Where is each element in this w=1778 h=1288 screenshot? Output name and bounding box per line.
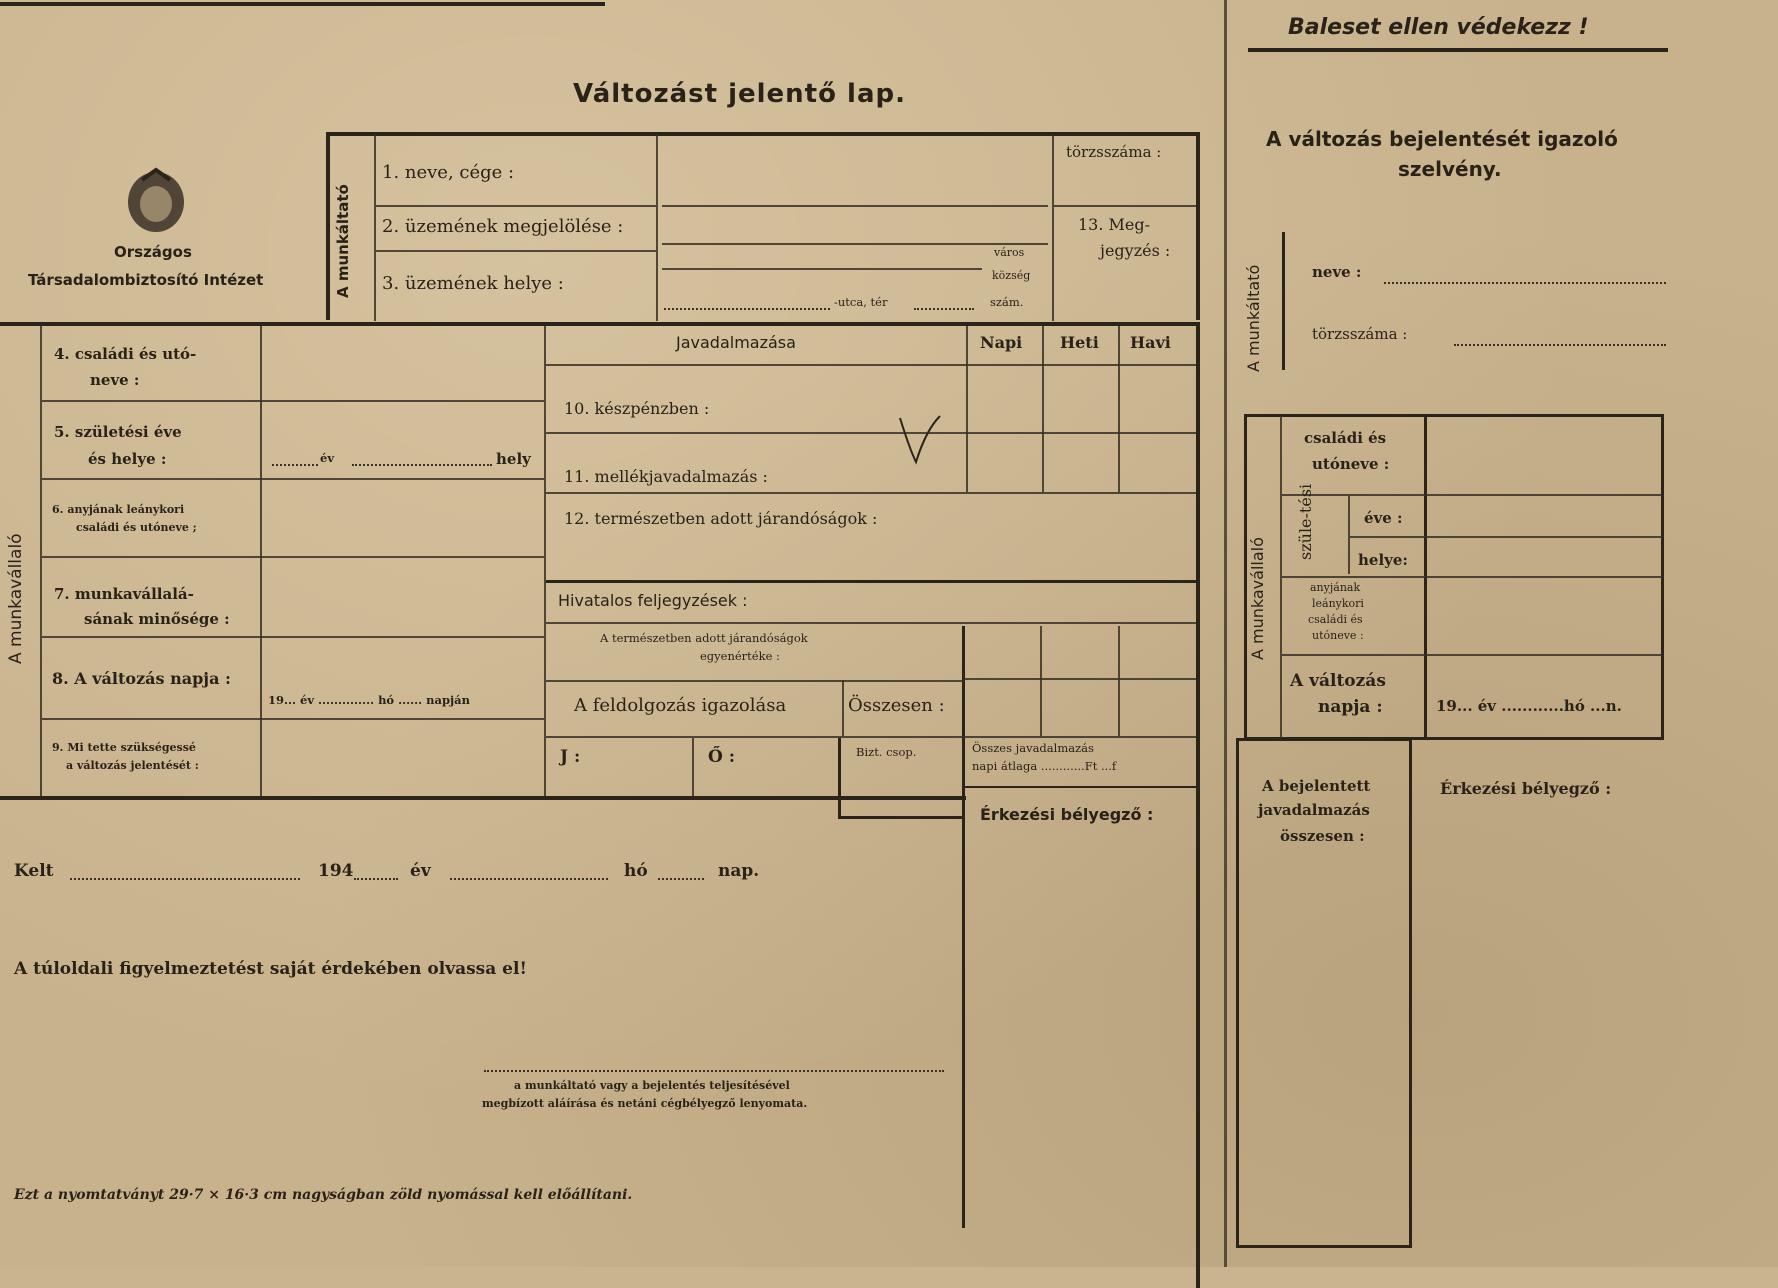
in-kind-label: 12. természetben adott járandóságok : [564, 509, 878, 528]
street-label: -utca, tér [834, 295, 888, 309]
top-rule [0, 2, 605, 6]
stub-family-name-label-b: utóneve : [1312, 455, 1390, 473]
employer-reg-number-label: törzsszáma : [1066, 143, 1162, 161]
stub-change-date-line: 19... év ............hó ...n. [1436, 697, 1622, 715]
arrival-stamp-label: Érkezési bélyegző : [980, 805, 1154, 824]
insurance-group-label: Bizt. csop. [856, 745, 917, 759]
stub-title-a: A változás bejelentését igazoló [1266, 127, 1618, 151]
mother-name-label-a: 6. anyjának leánykori [52, 503, 185, 516]
stub-title-b: szelvény. [1398, 157, 1502, 181]
wages-header: Javadalmazása [676, 333, 796, 352]
coat-of-arms-icon [120, 166, 192, 236]
stub-reported-label-c: összesen : [1280, 827, 1365, 845]
number-label: szám. [990, 295, 1024, 309]
safety-slogan: Baleset ellen védekezz ! [1288, 15, 1589, 40]
stub-mother-label-b: leánykori [1312, 597, 1364, 610]
in-kind-equivalent-label-b: egyenértéke : [700, 649, 780, 663]
stub-worker-side: A munkavállaló [1248, 537, 1267, 660]
total-avg-label-a: Összes javadalmazás [972, 741, 1094, 755]
worker-name-label-a: 4. családi és utó- [54, 345, 197, 363]
stub-mother-label-d: utóneve : [1312, 629, 1364, 642]
month-label: hó [624, 861, 648, 881]
stub-employer-side: A munkáltató [1244, 264, 1263, 372]
employment-label-b: sának minősége : [84, 610, 230, 628]
stub-family-name-label-a: családi és [1304, 429, 1387, 447]
day-label: nap. [718, 861, 760, 881]
daily-column-header: Napi [980, 333, 1023, 352]
birth-label-a: 5. születési éve [54, 423, 182, 441]
birth-year-label: év [320, 451, 334, 465]
village-label: község [992, 269, 1031, 282]
total-avg-label-b: napi átlaga ............Ft ...f [972, 759, 1117, 773]
plant-location-label: 3. üzemének helye : [382, 273, 564, 294]
processing-label: A feldolgozás igazolása [574, 695, 787, 716]
worker-name-label-b: neve : [90, 371, 140, 389]
stub-birth-year-label: éve : [1364, 509, 1403, 527]
stub-mother-label-a: anyjának [1310, 581, 1361, 594]
reason-label-b: a változás jelentését : [66, 759, 199, 772]
cash-wage-label: 10. készpénzben : [564, 399, 710, 418]
stub-arrival-stamp-label: Érkezési bélyegző : [1440, 779, 1612, 798]
year-prefix: 194 [318, 861, 354, 881]
stub-birth-place-label: helye: [1358, 551, 1408, 569]
employment-label-a: 7. munkavállalá- [54, 585, 194, 603]
j-label: J : [560, 747, 581, 767]
change-date-label: 8. A változás napja : [52, 669, 231, 688]
employer-side-label: A munkáltató [334, 184, 352, 298]
o-label: Ő : [708, 747, 736, 767]
stub-divider [1224, 0, 1227, 1267]
stub-reported-label-a: A bejelentett [1262, 777, 1371, 795]
change-date-line: 19... év .............. hó ...... napján [268, 693, 470, 707]
monthly-column-header: Havi [1130, 333, 1171, 352]
remark-label-b: jegyzés : [1100, 241, 1171, 260]
handwritten-mark [896, 410, 946, 470]
org-name-line1: Országos [114, 243, 192, 261]
org-name-line2: Társadalombiztosító Intézet [28, 271, 264, 289]
mother-name-label-b: családi és utóneve ; [76, 521, 197, 534]
issued-label: Kelt [14, 861, 54, 881]
reason-label-a: 9. Mi tette szükségessé [52, 741, 196, 754]
stub-mother-label-c: családi és [1308, 613, 1363, 626]
stub-change-date-label-a: A változás [1290, 671, 1386, 691]
stub-reported-label-b: javadalmazás [1258, 801, 1370, 819]
city-label: város [994, 246, 1025, 259]
birth-label-b: és helye : [88, 450, 167, 468]
official-notes-title: Hivatalos feljegyzések : [558, 591, 748, 610]
weekly-column-header: Heti [1060, 333, 1099, 352]
fringe-benefit-label: 11. mellékjavadalmazás : [564, 467, 768, 486]
plant-designation-label: 2. üzemének megjelölése : [382, 216, 624, 237]
stub-birth-side: szüle-tési [1296, 483, 1315, 560]
stub-employer-name-label: neve : [1312, 263, 1362, 281]
signature-caption-b: megbízott aláírása és netáni cégbélyegző lenyomata. [482, 1097, 808, 1110]
worker-side-label: A munkavállaló [6, 533, 26, 664]
employer-name-label: 1. neve, cége : [382, 162, 515, 183]
total-label: Összesen : [848, 695, 945, 716]
stub-reg-number-label: törzsszáma : [1312, 325, 1408, 343]
year-label: év [410, 861, 431, 881]
signature-caption-a: a munkáltató vagy a bejelentés teljesítésével [514, 1079, 790, 1092]
birth-place-label: hely [496, 450, 531, 468]
form-title: Változást jelentő lap. [573, 79, 906, 109]
warning-text: A túloldali figyelmeztetést saját érdekében olvassa el! [14, 959, 527, 979]
in-kind-equivalent-label-a: A természetben adott járandóságok [600, 631, 808, 645]
print-instruction: Ezt a nyomtatványt 29·7 × 16·3 cm nagyságban zöld nyomással kell előállítani. [14, 1187, 633, 1203]
remark-label-a: 13. Meg- [1078, 215, 1151, 234]
stub-change-date-label-b: napja : [1318, 697, 1383, 717]
